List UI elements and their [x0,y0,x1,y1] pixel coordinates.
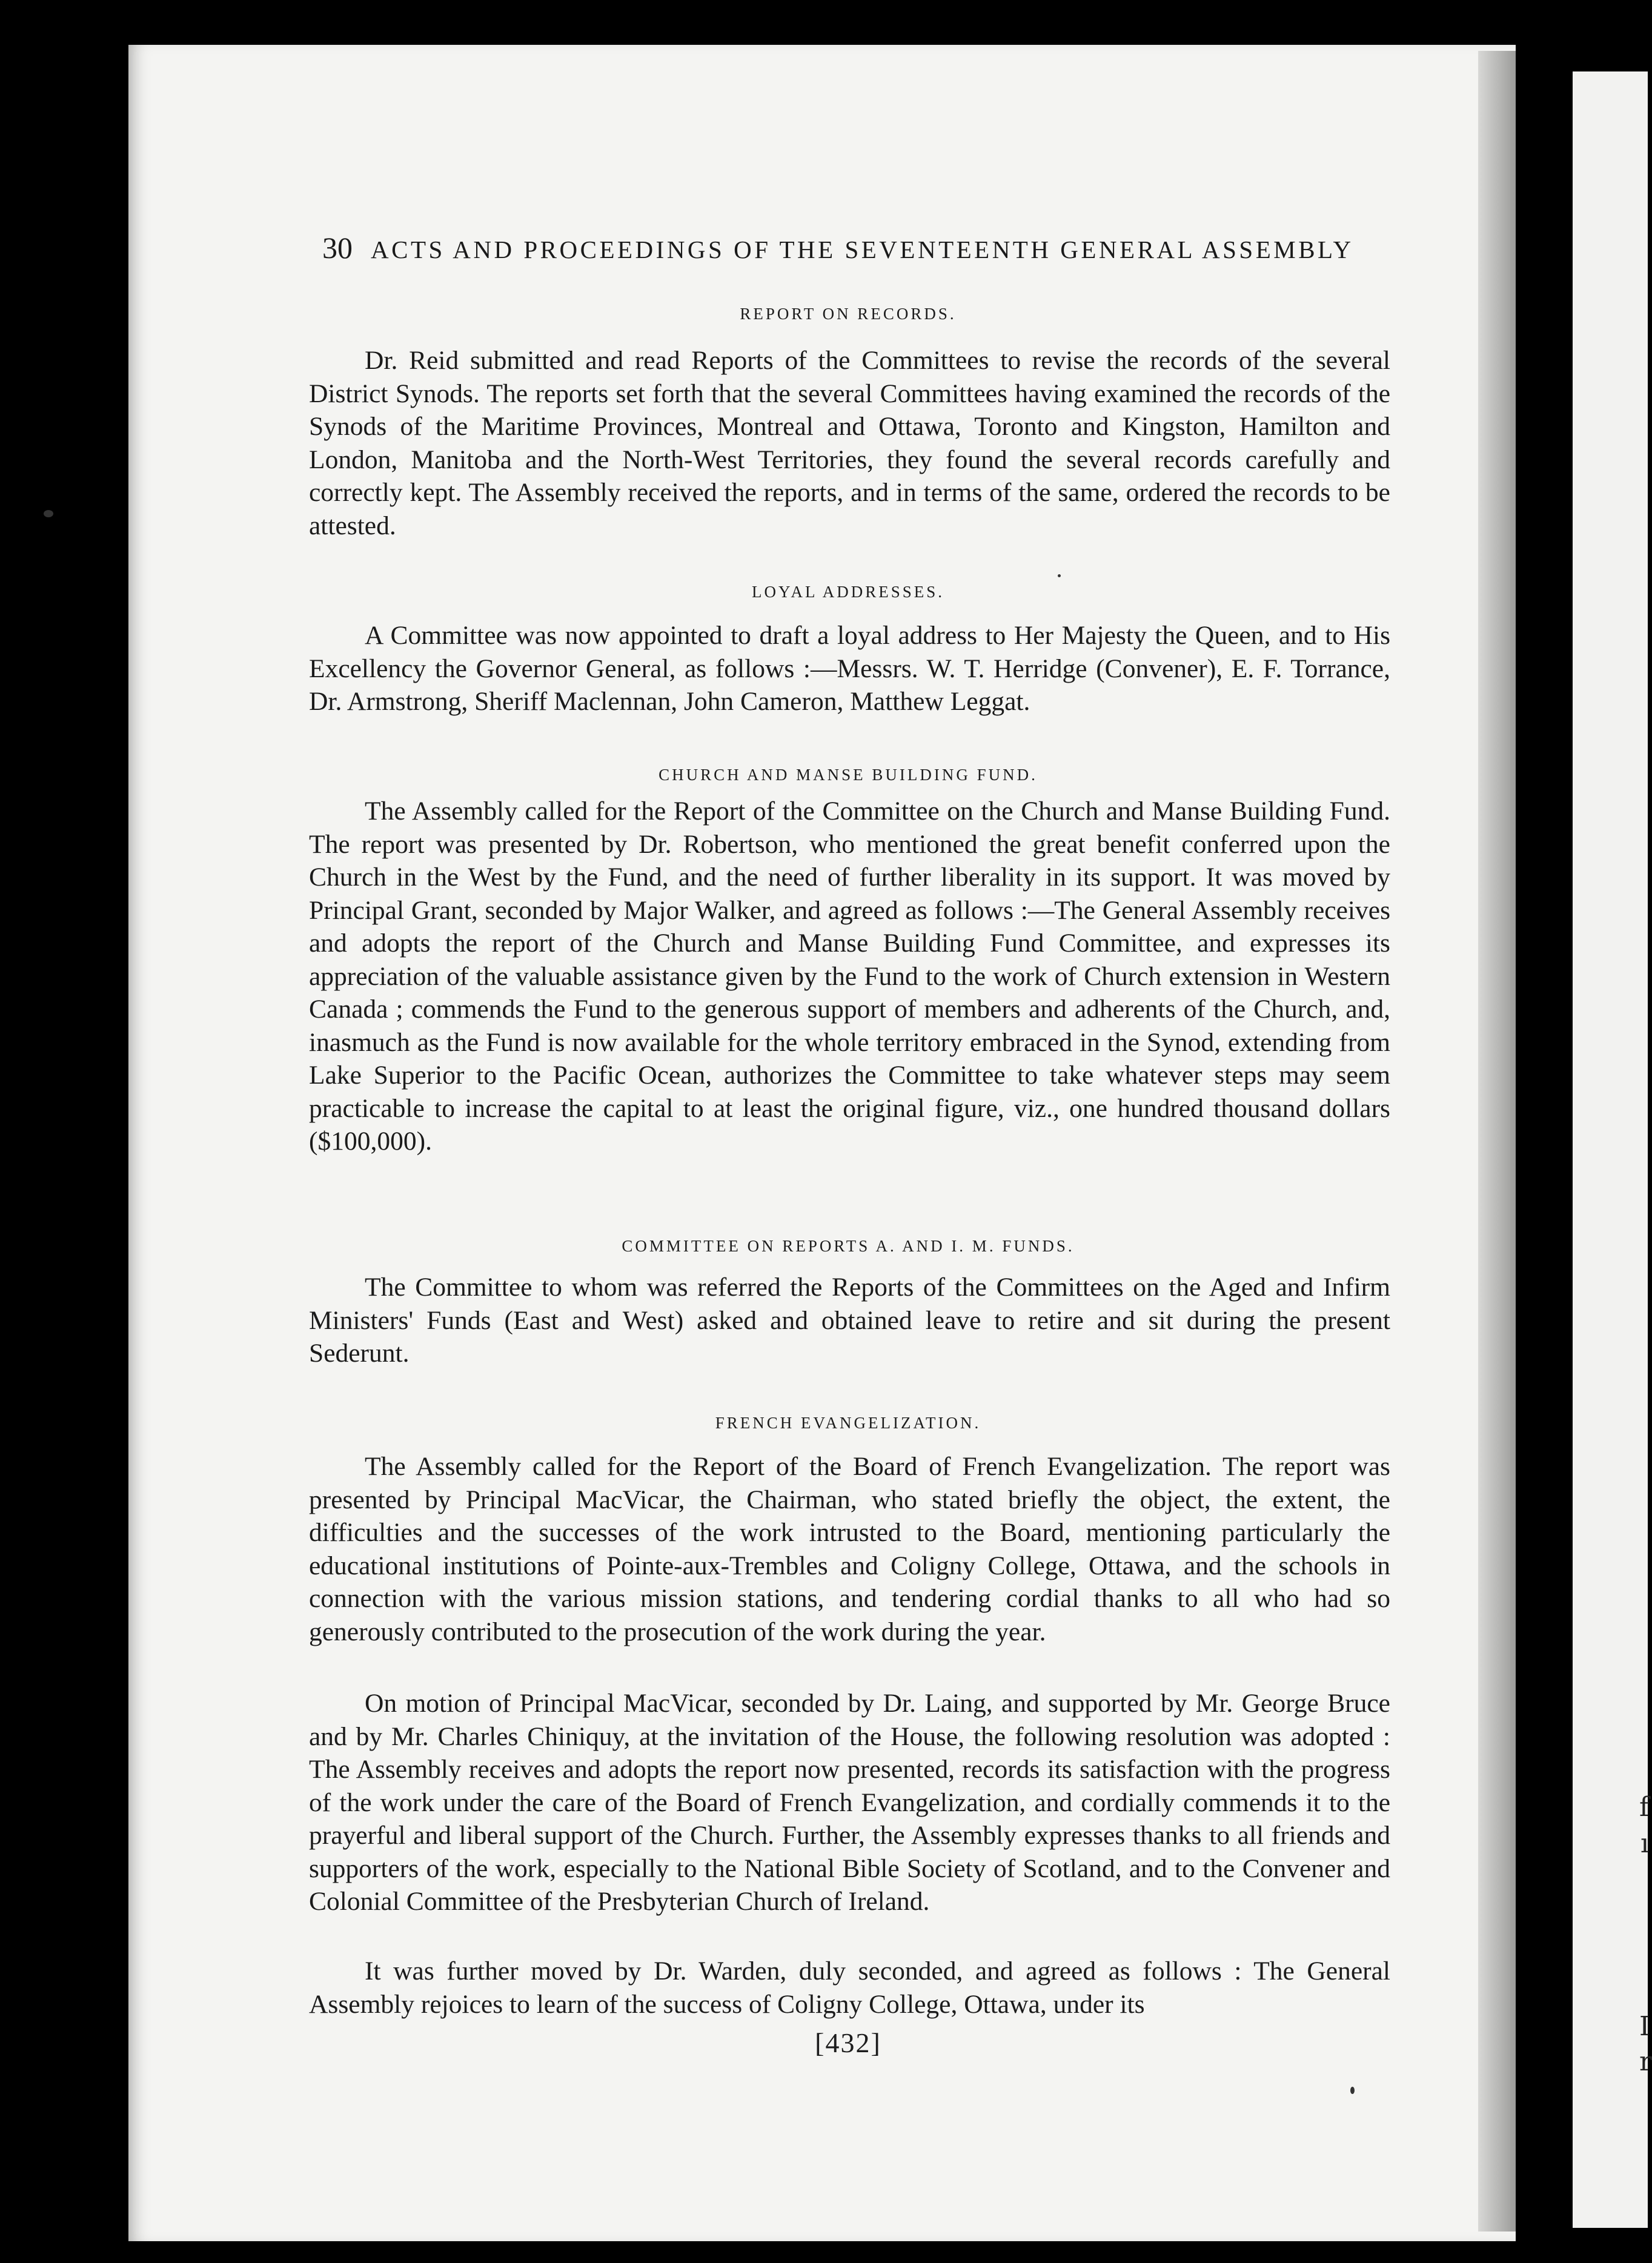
section-heading: FRENCH EVANGELIZATION. [715,1414,981,1432]
scan-speck [1350,2087,1355,2094]
facing-page-fragment: ı [1640,1828,1650,1859]
facing-page-fragment: I [1639,2011,1650,2042]
scan-speck [44,510,53,517]
page-number: 30 [322,231,353,265]
facing-page-fragment: r [1639,2046,1652,2077]
paragraph: The Assembly called for the Report of the Board of French Evangelization. The report was presented by Principal MacVicar, the Chairman, who stated briefly the object, the extent, the difficulties and the successes of the work intrusted to the Board, mentioning particularly the educational institutions of Pointe-aux-Trembles and Coligny College, Ottawa, and the schools in connection with the various mission stations, and tendering cordial thanks to all who had so generously contributed to the prosecution of the work during the year. [309,1452,1390,1646]
paragraph: The Committee to whom was referred the Reports of the Committees on the Aged and Infirm Ministers' Funds (East and West) asked and obtained leave to retire and sit during the present Sederunt. [309,1273,1390,1368]
paragraph: On motion of Principal MacVicar, seconded by Dr. Laing, and supported by Mr. George Bruce and by Mr. Charles Chiniquy, at the invitation of the House, the following resolution was adopted : The Assembly receives and adopts the report now presented, records its satisfaction with the progress of the work under the care of the Board of French Evangelization, and cordially commends it to the prayerful and liberal support of the Church. Further, the Assembly expresses thanks to all friends and supporters of the work, especially to the National Bible Society of Scotland, and to the Convener and Colonial Committee of the Presbyterian Church of Ireland. [309,1689,1390,1916]
section-heading: COMMITTEE ON REPORTS A. AND I. M. FUNDS. [622,1237,1075,1255]
facing-page-fragment: f [1639,1792,1650,1823]
section-heading: CHURCH AND MANSE BUILDING FUND. [658,766,1038,784]
paragraph: The Assembly called for the Report of the Committee on the Church and Manse Building Fund. The report was presented by Dr. Robertson, who mentioned the great benefit conferred upon the Church in the West by the Fund, and the need of further liberality in its support. It was moved by Principal Grant, seconded by Major Walker, and agreed as follows :—The General Assembly receives and adopts the report of the Church and Manse Building Fund Committee, and expresses its appreciation of the valuable assistance given by the Fund to the work of Church extension in Western Canada ; commends the Fund to the generous support of members and adherents of the Church, and, inasmuch as the Fund is now available for the whole territory embraced in the Synod, extending from Lake Superior to the Pacific Ocean, authorizes the Committee to take whatever steps may seem practicable to increase the capital to at least the original figure, viz., one hundred thousand dollars ($100,000). [309,797,1390,1156]
facing-page-sliver [1573,71,1652,2228]
running-head-title: ACTS AND PROCEEDINGS OF THE SEVENTEENTH GENERAL ASSEMBLY [371,236,1354,263]
paragraph: It was further moved by Dr. Warden, duly seconded, and agreed as follows : The General Assembly rejoices to learn of the success of Coligny College, Ottawa, under its [309,1957,1390,2019]
scan-speck [1058,574,1061,577]
section-heading: LOYAL ADDRESSES. [751,583,945,601]
paragraph: A Committee was now appointed to draft a loyal address to Her Majesty the Queen, and to His Excellency the Governor General, as follows :—Messrs. W. T. Herridge (Convener), E. F. Torrance, Dr. Armstrong, Sheriff Maclennan, John Cameron, Matthew Leggat. [309,621,1390,716]
page-edge-shadow [1478,51,1516,2232]
running-head [322,230,1354,265]
section-heading: REPORT ON RECORDS. [740,305,957,323]
paragraph: Dr. Reid submitted and read Reports of the Committees to revise the records of the several District Synods. The reports set forth that the several Committees having examined the records of the Synods of the Maritime Provinces, Montreal and Ottawa, Toronto and Kingston, Hamilton and London, Manitoba and the North-West Territories, they found the several records carefully and correctly kept. The Assembly received the reports, and in terms of the same, ordered the records to be attested. [309,346,1390,540]
folio-number: [432] [815,2027,881,2058]
